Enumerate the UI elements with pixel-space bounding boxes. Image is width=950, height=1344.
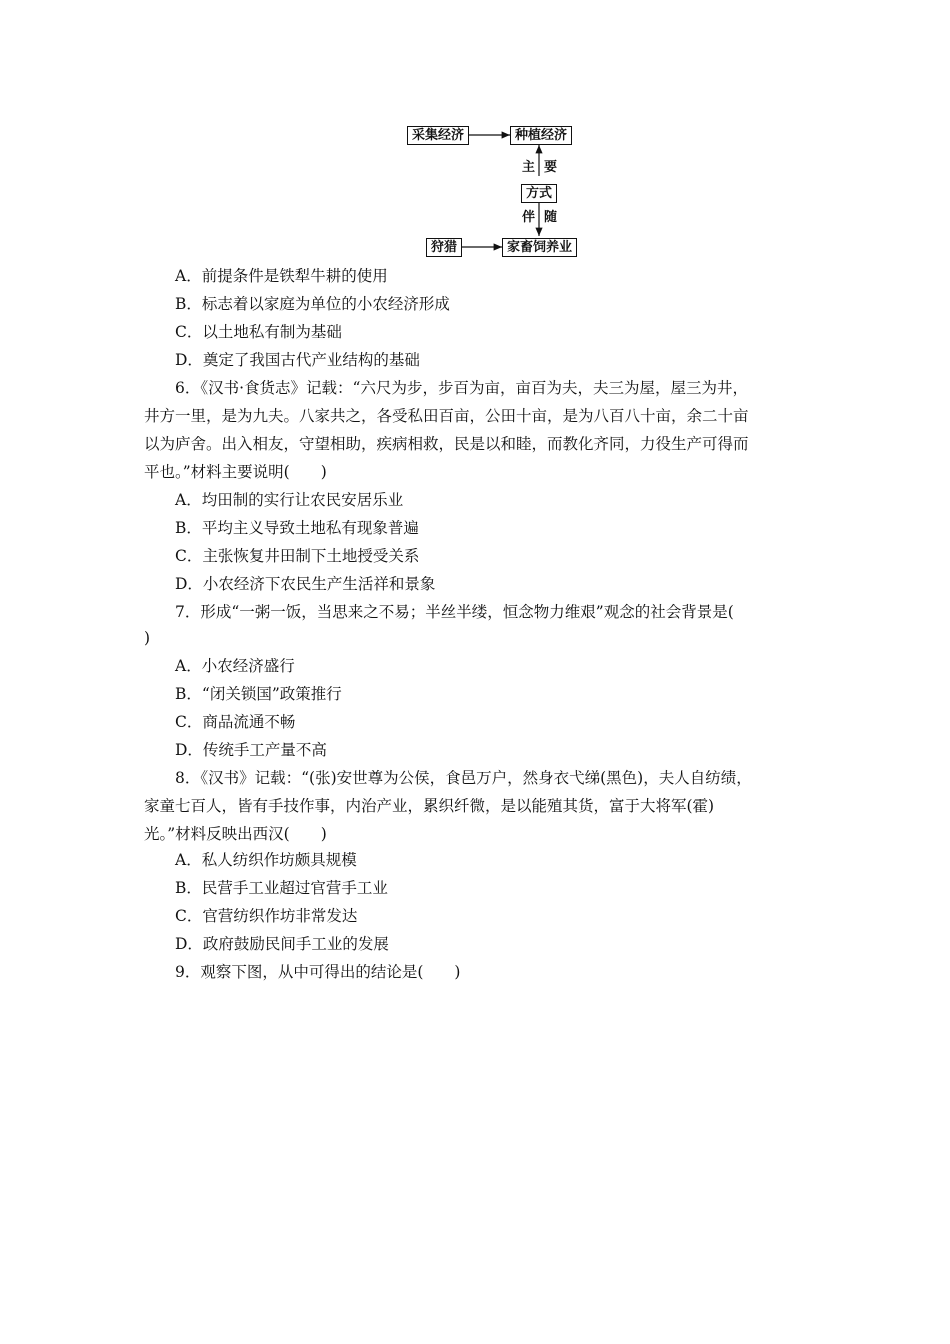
q6-text-line-4: 平也。”材料主要说明( )	[144, 463, 327, 481]
q5-option-c: C．以土地私有制为基础	[175, 323, 342, 341]
q6-option-b: B．平均主义导致土地私有现象普遍	[175, 519, 419, 537]
q5-option-d: D．奠定了我国古代产业结构的基础	[175, 351, 420, 369]
label-accomp-2: 随	[544, 210, 558, 225]
box-planting: 种植经济	[510, 126, 572, 145]
q7-option-c: C．商品流通不畅	[175, 713, 296, 731]
q7-option-d: D．传统手工产量不高	[175, 741, 327, 759]
q7-option-b: B．“闭关锁国”政策推行	[175, 685, 342, 703]
q6-text-line-3: 以为庐舍。出入相友，守望相助，疾病相救，民是以和睦，而教化齐同，力役生产可得而	[144, 435, 749, 453]
q6-text-line-1: 6．《汉书·食货志》记载：“六尺为步，步百为亩，亩百为夫，夫三为屋，屋三为井，	[175, 379, 748, 397]
q8-text-line-1: 8．《汉书》记载：“(张)安世尊为公侯，食邑万户，然身衣弋绨(黑色)，夫人自纺绩，	[175, 769, 752, 787]
q8-text-line-3: 光。”材料反映出西汉( )	[144, 825, 327, 843]
label-accomp-1: 伴	[522, 210, 536, 225]
q8-option-b: B．民营手工业超过官营手工业	[175, 879, 388, 897]
q8-option-c: C．官营纺织作坊非常发达	[175, 907, 358, 925]
q6-text-line-2: 井方一里，是为九夫。八家共之，各受私田百亩，公田十亩，是为八百八十亩，余二十亩	[144, 407, 749, 425]
box-mode: 方式	[521, 184, 557, 203]
box-hunting: 狩猎	[426, 238, 462, 257]
box-gathering: 采集经济	[407, 126, 469, 145]
q7-option-a: A．小农经济盛行	[175, 657, 295, 675]
q8-option-d: D．政府鼓励民间手工业的发展	[175, 935, 389, 953]
box-husbandry: 家畜饲养业	[502, 238, 577, 257]
q6-option-d: D．小农经济下农民生产生活祥和景象	[175, 575, 436, 593]
q5-option-a: A．前提条件是铁犁牛耕的使用	[175, 267, 388, 285]
economy-diagram	[400, 118, 600, 263]
q6-option-c: C．主张恢复井田制下土地授受关系	[175, 547, 420, 565]
q8-option-a: A．私人纺织作坊颇具规模	[175, 851, 357, 869]
q7-text-line-1: 7．形成“一粥一饭，当思来之不易；半丝半缕，恒念物力维艰”观念的社会背景是(	[175, 603, 734, 621]
label-main-1: 主	[522, 160, 536, 175]
q7-text-line-2: )	[144, 629, 151, 647]
q9-text-line-1: 9．观察下图，从中可得出的结论是( )	[175, 963, 461, 981]
label-main-2: 要	[544, 160, 558, 175]
q6-option-a: A．均田制的实行让农民安居乐业	[175, 491, 404, 509]
q5-option-b: B．标志着以家庭为单位的小农经济形成	[175, 295, 450, 313]
q8-text-line-2: 家童七百人，皆有手技作事，内治产业，累织纤微，是以能殖其货，富于大将军(霍)	[144, 797, 715, 815]
